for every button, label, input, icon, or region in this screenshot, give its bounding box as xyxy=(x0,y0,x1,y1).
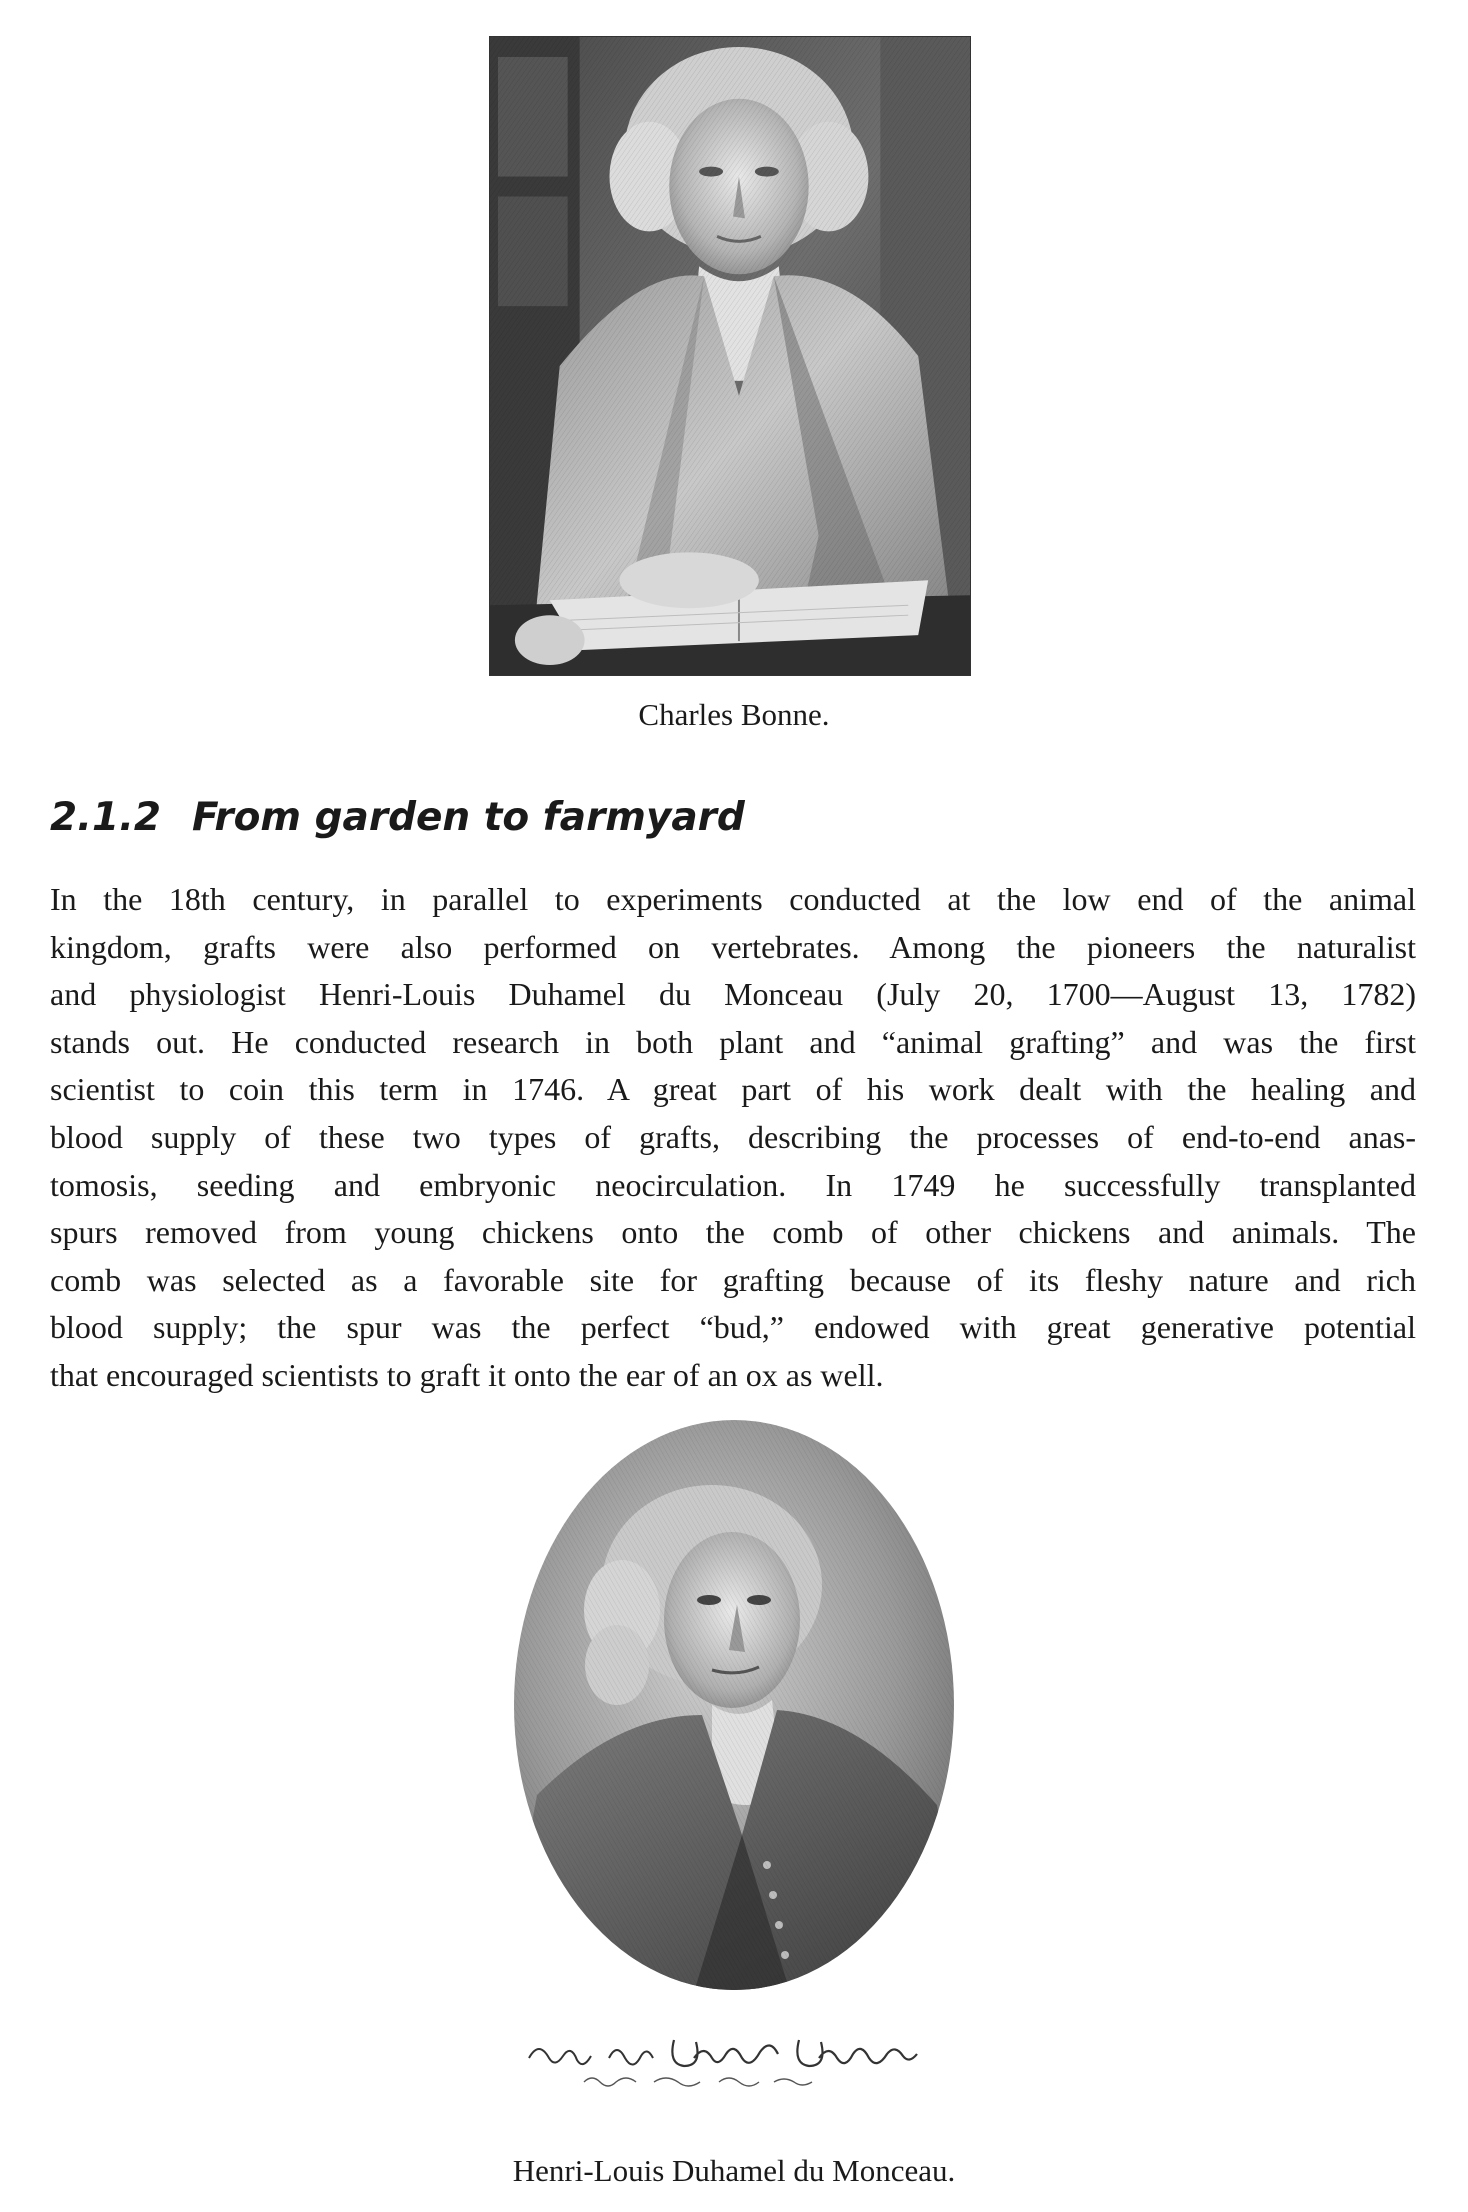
paragraph-line: blood supply of these two types of grafts, describing the processes of end-to-end anas- xyxy=(50,1118,1416,1155)
paragraph-line: In the 18th century, in parallel to experiments conducted at the low end of the animal xyxy=(50,881,1416,917)
section-heading xyxy=(50,795,745,840)
paragraph-line: stands out. He conducted research in both plant and “animal grafting” and was the first xyxy=(50,1023,1416,1060)
signature-script xyxy=(524,2028,944,2098)
body-paragraph xyxy=(50,876,1416,1400)
paragraph-line: spurs removed from young chickens onto the comb of other chickens and animals. The xyxy=(50,1214,1416,1251)
portrait-duhamel-du-monceau xyxy=(497,1415,971,2015)
engraved-inscription xyxy=(0,2028,1468,2098)
paragraph-line: and physiologist Henri-Louis Duhamel du Monceau (July 20, 1700—August 13, 1782) xyxy=(50,976,1416,1013)
engraving-image xyxy=(497,1415,971,2015)
section-number: 2.1.2 xyxy=(50,795,162,840)
paragraph-line: tomosis, seeding and embryonic neocirculation. In 1749 he successfully transplanted xyxy=(50,1166,1416,1203)
paragraph-line: scientist to coin this term in 1746. A great part of his work dealt with the healing and xyxy=(50,1071,1416,1108)
portrait-charles-bonne xyxy=(489,36,971,676)
figure-caption: Charles Bonne. xyxy=(638,697,830,732)
paragraph-line: comb was selected as a favorable site for grafting because of its fleshy nature and rich xyxy=(50,1261,1416,1298)
paragraph-line: kingdom, grafts were also performed on vertebrates. Among the pioneers the naturalist xyxy=(50,928,1416,965)
section-title: From garden to farmyard xyxy=(192,795,745,840)
paragraph-line: blood supply; the spur was the perfect “bud,” endowed with great generative potential xyxy=(50,1309,1416,1346)
figure-caption: Henri-Louis Duhamel du Monceau. xyxy=(512,2153,956,2188)
engraving-image xyxy=(490,37,970,675)
paragraph-line: that encouraged scientists to graft it onto the ear of an ox as well. xyxy=(50,1356,884,1393)
